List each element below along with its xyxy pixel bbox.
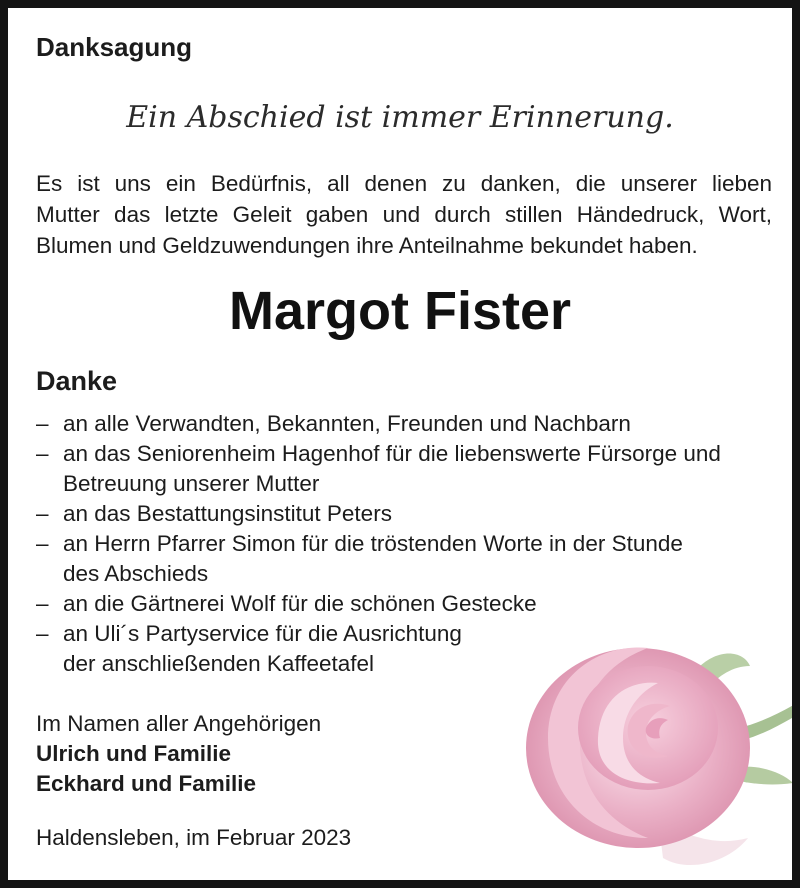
intro-line: Mutter das letzte Geleit gaben und durch stillen Händedruck, Wort,	[36, 202, 772, 227]
dash: –	[36, 531, 49, 556]
notice-heading: Danksagung	[36, 32, 193, 62]
dash: –	[36, 591, 49, 616]
thanks-item-line: der anschließenden Kaffeetafel	[63, 651, 375, 676]
dash: –	[36, 621, 49, 646]
place-date: Haldensleben, im Februar 2023	[36, 825, 352, 850]
thanks-item-line: an Uli´s Partyservice für die Ausrichtung	[63, 621, 462, 646]
thanks-item-line: an die Gärtnerei Wolf für die schönen Gestecke	[63, 591, 537, 616]
thanks-item-line: Betreuung unserer Mutter	[63, 471, 320, 496]
dash: –	[36, 501, 49, 526]
thanks-item	[36, 529, 776, 589]
signature-intro: Im Namen aller Angehörigen	[36, 711, 322, 736]
thanks-heading: Danke	[36, 366, 118, 396]
thanks-item	[36, 589, 776, 619]
thanks-item	[36, 409, 776, 439]
thanks-item	[36, 619, 776, 679]
thanks-item-line: an das Seniorenheim Hagenhof für die liebenswerte Fürsorge und	[63, 441, 721, 466]
deceased-name: Margot Fister	[228, 281, 572, 341]
thanks-item-line: an alle Verwandten, Bekannten, Freunden und Nachbarn	[63, 411, 631, 436]
signature-name: Eckhard und Familie	[36, 771, 257, 796]
thanks-list	[36, 409, 776, 679]
intro-line: Blumen und Geldzuwendungen ihre Anteilnahme bekundet haben.	[36, 233, 698, 258]
intro-paragraph	[36, 168, 772, 261]
thanks-item	[36, 499, 776, 529]
signature-block	[36, 709, 321, 799]
intro-line: Es ist uns ein Bedürfnis, all denen zu danken, die unserer lieben	[36, 171, 772, 196]
thanks-item-line: an das Bestattungsinstitut Peters	[63, 501, 392, 526]
thanks-item-line: an Herrn Pfarrer Simon für die tröstenden Worte in der Stunde	[63, 531, 683, 556]
dash: –	[36, 441, 49, 466]
thanks-item-line: des Abschieds	[63, 561, 209, 586]
dash: –	[36, 411, 49, 436]
thanks-item	[36, 439, 776, 499]
signature-name: Ulrich und Familie	[36, 741, 232, 766]
motto: Ein Abschied ist immer Erinnerung.	[126, 100, 674, 135]
